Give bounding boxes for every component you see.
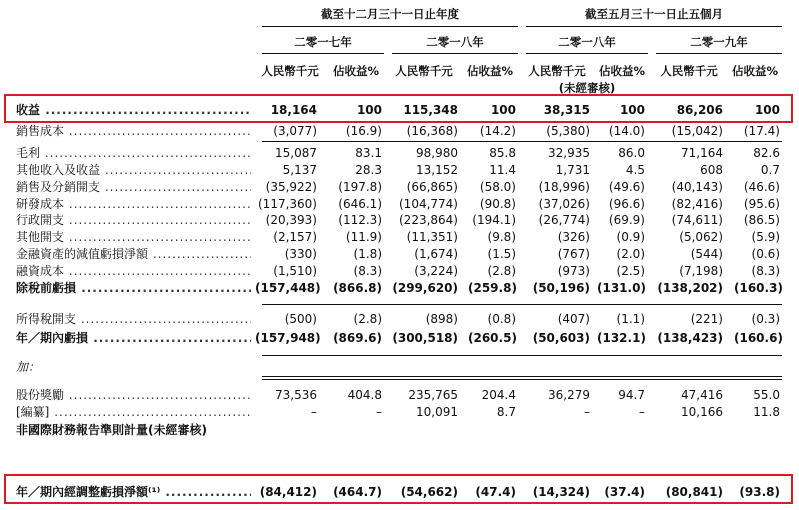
cell-rmb: 1,731 <box>555 163 590 177</box>
cell-pct: 82.6 <box>753 146 780 160</box>
cell-rmb: (15,042) <box>671 124 723 138</box>
period-5m-header: 截至五月三十一日止五個月 <box>585 7 723 21</box>
cell-rmb: 98,980 <box>416 146 458 160</box>
cell-pct: (0.3) <box>751 312 780 326</box>
cell-rmb: (7,198) <box>679 264 723 278</box>
cell-pct: 8.7 <box>496 405 516 419</box>
cell-pct: (16.9) <box>345 124 382 138</box>
table-row-gross-profit <box>0 146 799 161</box>
cell-pct: (2.8) <box>353 312 382 326</box>
cell-rmb: (299,620) <box>392 281 458 295</box>
cell-rmb: (3,077) <box>273 124 317 138</box>
col-rmb-2018: 人民幣千元 <box>395 64 453 78</box>
cell-rmb: (80,841) <box>665 485 723 499</box>
cell-pct: (49.6) <box>608 180 645 194</box>
cell-pct: 28.3 <box>355 163 382 177</box>
row-label: 銷售成本 ..... <box>16 124 251 139</box>
row-label: 研發成本 ..... <box>16 197 251 212</box>
cell-rmb: (330) <box>284 247 317 261</box>
cell-pct: 85.8 <box>489 146 516 160</box>
row-label: [編纂] ..... <box>16 405 251 420</box>
cell-rmb: (14,324) <box>532 485 590 499</box>
cell-pct: (46.6) <box>743 180 780 194</box>
cell-pct: (1.8) <box>353 247 382 261</box>
cell-pct: (1.1) <box>616 312 645 326</box>
col-pct-2019-5m: 佔收益% <box>731 64 779 78</box>
table-row-cost-of-sales <box>0 124 799 139</box>
row-label: 融資成本 ..... <box>16 264 251 279</box>
cell-pct: (259.8) <box>468 281 517 295</box>
cell-rmb: (3,224) <box>414 264 458 278</box>
cell-pct: 204.4 <box>481 388 516 402</box>
cell-pct: (96.6) <box>608 197 645 211</box>
cell-rmb: (407) <box>557 312 590 326</box>
cell-rmb: 73,536 <box>275 388 317 402</box>
cell-pct: (2.0) <box>616 247 645 261</box>
cell-rmb: (1,510) <box>273 264 317 278</box>
year-2018-header: 二零一八年 <box>426 35 484 49</box>
table-row-selling-expenses <box>0 180 799 195</box>
cell-rmb: (117,360) <box>258 197 317 211</box>
cell-rmb: 5,137 <box>282 163 317 177</box>
year-2019-5m-header: 二零一九年 <box>690 35 748 49</box>
revenue-highlight-box <box>4 94 793 123</box>
cell-rmb: (221) <box>690 312 723 326</box>
cell-rmb: 18,164 <box>270 103 317 117</box>
cell-pct: (0.8) <box>487 312 516 326</box>
cell-rmb: 36,279 <box>548 388 590 402</box>
table-row-income-tax <box>0 312 799 327</box>
table-row-impairment-losses <box>0 247 799 262</box>
cell-pct: (1.5) <box>487 247 516 261</box>
row-label: 其他開支 ..... <box>16 230 251 245</box>
cell-rmb: 47,416 <box>681 388 723 402</box>
cell-pct: (2.8) <box>487 264 516 278</box>
cell-rmb: (35,922) <box>265 180 317 194</box>
cell-pct: (9.8) <box>487 230 516 244</box>
cell-pct: (131.0) <box>597 281 646 295</box>
table-row-non-ifrs-heading <box>0 423 799 438</box>
cell-rmb: (898) <box>425 312 458 326</box>
cell-pct: (95.6) <box>743 197 780 211</box>
col-pct-2018: 佔收益% <box>466 64 514 78</box>
cell-pct: (869.6) <box>333 331 382 345</box>
cell-pct: (194.1) <box>472 213 516 227</box>
table-row-share-awards <box>0 388 799 403</box>
cell-pct: 11.4 <box>489 163 516 177</box>
cell-pct: (11.9) <box>345 230 382 244</box>
cell-rmb: (157,448) <box>255 281 321 295</box>
cell-rmb: (767) <box>557 247 590 261</box>
unaudited-note: (未經審核) <box>558 81 616 95</box>
cell-rmb: (66,865) <box>406 180 458 194</box>
cell-pct: (8.3) <box>353 264 382 278</box>
col-rmb-2017: 人民幣千元 <box>261 64 319 78</box>
cell-pct: (58.0) <box>479 180 516 194</box>
cell-rmb: (82,416) <box>671 197 723 211</box>
cell-rmb: 38,315 <box>543 103 590 117</box>
cell-rmb: 71,164 <box>681 146 723 160</box>
cell-rmb: – <box>311 405 317 419</box>
row-label: 金融資產的減值虧損淨額 ..... <box>16 247 251 262</box>
cell-rmb: (11,351) <box>406 230 458 244</box>
cell-rmb: (18,996) <box>538 180 590 194</box>
cell-pct: – <box>639 405 645 419</box>
cell-pct: 55.0 <box>753 388 780 402</box>
cell-rmb: (138,202) <box>657 281 723 295</box>
cell-rmb: 86,206 <box>676 103 723 117</box>
cell-pct: (69.9) <box>608 213 645 227</box>
cell-pct: 0.7 <box>760 163 780 177</box>
col-rmb-2019-5m: 人民幣千元 <box>660 64 718 78</box>
row-label: 所得稅開支 ..... <box>16 312 251 327</box>
cell-pct: 94.7 <box>618 388 645 402</box>
cell-rmb: – <box>584 405 590 419</box>
cell-rmb: 13,152 <box>416 163 458 177</box>
table-row-loss-for-period <box>0 331 799 346</box>
row-label: 股份獎勵 ..... <box>16 388 251 403</box>
cell-pct: (646.1) <box>338 197 382 211</box>
cell-pct: (260.5) <box>468 331 517 345</box>
row-label: 收益 ..... <box>16 103 251 118</box>
cell-pct: (160.3) <box>734 281 783 295</box>
cell-pct: (90.8) <box>479 197 516 211</box>
cell-rmb: 235,765 <box>408 388 458 402</box>
cell-rmb: (223,864) <box>399 213 458 227</box>
cell-pct: 86.0 <box>618 146 645 160</box>
row-label: 除稅前虧損 ..... <box>16 281 251 296</box>
cell-rmb: 10,091 <box>416 405 458 419</box>
cell-pct: (197.8) <box>338 180 382 194</box>
cell-pct: 100 <box>754 103 780 117</box>
cell-rmb: (300,518) <box>392 331 458 345</box>
cell-rmb: (50,603) <box>532 331 590 345</box>
cell-rmb: (138,423) <box>657 331 723 345</box>
table-row-add-label <box>0 360 799 375</box>
cell-rmb: (2,157) <box>273 230 317 244</box>
cell-rmb: (5,062) <box>679 230 723 244</box>
cell-pct: (464.7) <box>333 485 382 499</box>
cell-pct: (0.6) <box>751 247 780 261</box>
cell-rmb: (20,393) <box>265 213 317 227</box>
cell-pct: 100 <box>490 103 516 117</box>
cell-pct: – <box>376 405 382 419</box>
row-label: 年／期內虧損 ..... <box>16 331 251 346</box>
cell-pct: 11.8 <box>753 405 780 419</box>
cell-pct: (112.3) <box>338 213 382 227</box>
row-label: 銷售及分銷開支 ..... <box>16 180 251 195</box>
cell-pct: 404.8 <box>347 388 382 402</box>
row-label: 加： <box>16 360 41 374</box>
period-year-header: 截至十二月三十一日止年度 <box>321 7 459 21</box>
cell-pct: (47.4) <box>475 485 516 499</box>
cell-rmb: (500) <box>284 312 317 326</box>
col-pct-2017: 佔收益% <box>332 64 380 78</box>
cell-pct: (14.2) <box>479 124 516 138</box>
cell-pct: (866.8) <box>333 281 382 295</box>
cell-rmb: (84,412) <box>259 485 317 499</box>
row-label: 非國際財務報告準則計量(未經審核) <box>16 423 207 437</box>
cell-pct: (17.4) <box>743 124 780 138</box>
cell-pct: (93.8) <box>739 485 780 499</box>
cell-rmb: (973) <box>557 264 590 278</box>
table-row-redacted <box>0 405 799 420</box>
cell-pct: (2.5) <box>616 264 645 278</box>
cell-pct: (14.0) <box>608 124 645 138</box>
cell-rmb: (16,368) <box>406 124 458 138</box>
cell-rmb: (104,774) <box>399 197 458 211</box>
row-label: 年／期內經調整虧損淨額⁽¹⁾ ..... <box>16 485 251 500</box>
cell-rmb: 32,935 <box>548 146 590 160</box>
cell-rmb: (37,026) <box>538 197 590 211</box>
cell-pct: (160.6) <box>734 331 783 345</box>
row-label: 毛利 ..... <box>16 146 251 161</box>
cell-rmb: (40,143) <box>671 180 723 194</box>
cell-pct: (86.5) <box>743 213 780 227</box>
cell-pct: (5.9) <box>751 230 780 244</box>
year-2017-header: 二零一七年 <box>294 35 352 49</box>
cell-pct: 100 <box>619 103 645 117</box>
year-2018-5m-header: 二零一八年 <box>558 35 616 49</box>
cell-rmb: (544) <box>690 247 723 261</box>
cell-pct: 100 <box>356 103 382 117</box>
table-row-other-income <box>0 163 799 178</box>
table-row-admin-expenses <box>0 213 799 228</box>
table-row-loss-before-tax <box>0 281 799 296</box>
cell-rmb: (54,662) <box>400 485 458 499</box>
row-label: 行政開支 ..... <box>16 213 251 228</box>
cell-rmb: (157,948) <box>255 331 321 345</box>
cell-rmb: (1,674) <box>414 247 458 261</box>
cell-pct: (132.1) <box>597 331 646 345</box>
cell-rmb: (5,380) <box>546 124 590 138</box>
cell-pct: (0.9) <box>616 230 645 244</box>
adjusted-loss-highlight-box <box>4 474 793 504</box>
cell-rmb: 15,087 <box>275 146 317 160</box>
cell-pct: 83.1 <box>355 146 382 160</box>
table-row-rd-costs <box>0 197 799 212</box>
cell-pct: (37.4) <box>604 485 645 499</box>
cell-rmb: 10,166 <box>681 405 723 419</box>
cell-pct: (8.3) <box>751 264 780 278</box>
table-row-other-expenses <box>0 230 799 245</box>
cell-rmb: (326) <box>557 230 590 244</box>
cell-rmb: 608 <box>700 163 723 177</box>
cell-rmb: (50,196) <box>532 281 590 295</box>
col-rmb-2018-5m: 人民幣千元 <box>528 64 586 78</box>
row-label: 其他收入及收益 ..... <box>16 163 251 178</box>
cell-pct: 4.5 <box>625 163 645 177</box>
cell-rmb: (26,774) <box>538 213 590 227</box>
table-row-finance-costs <box>0 264 799 279</box>
cell-rmb: (74,611) <box>671 213 723 227</box>
cell-rmb: 115,348 <box>403 103 458 117</box>
col-pct-2018-5m: 佔收益% <box>598 64 646 78</box>
